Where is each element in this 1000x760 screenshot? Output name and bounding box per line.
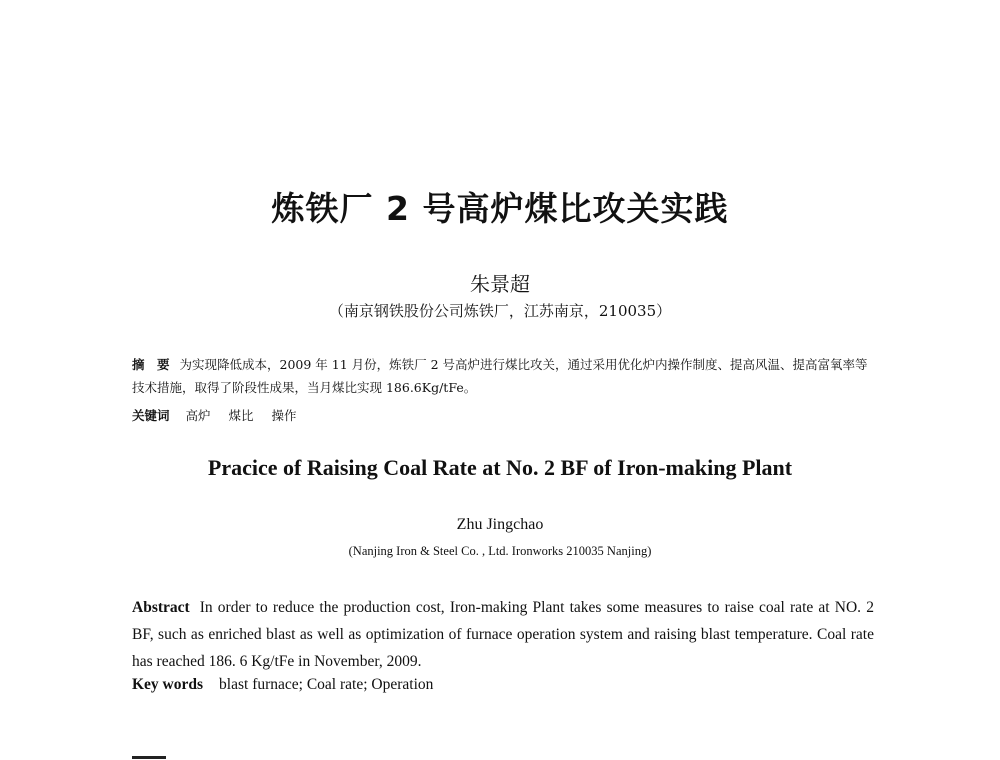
chinese-author: 朱景超 [470, 272, 530, 296]
english-keywords-text: blast furnace; Coal rate; Operation [219, 676, 434, 693]
chinese-keyword: 煤比 [228, 408, 254, 423]
chinese-keyword: 操作 [271, 408, 297, 423]
chinese-affiliation: （南京钢铁股份公司炼铁厂，江苏南京，210035） [328, 302, 672, 320]
english-abstract [132, 594, 874, 675]
chinese-abstract-label: 摘 要 [132, 357, 170, 372]
chinese-keywords-label: 关键词 [132, 408, 170, 423]
english-title: Pracice of Raising Coal Rate at No. 2 BF of Iron-making Plant [207, 455, 793, 480]
english-keywords [132, 676, 874, 694]
english-affiliation: (Nanjing Iron & Steel Co. , Ltd. Ironworks 210035 Nanjing) [348, 544, 652, 558]
chinese-keywords [132, 406, 872, 424]
chinese-abstract-text: 为实现降低成本，2009 年 11 月份，炼铁厂 2 号高炉进行煤比攻关，通过采用优化炉内操作制度、提高风温、提高富氧率等技术措施，取得了阶段性成果，当月煤比实现 186.6Kg/tFe。 [132, 357, 868, 395]
chinese-title: 炼铁厂 2 号高炉煤比攻关实践 [271, 189, 729, 228]
english-abstract-label: Abstract [132, 599, 190, 616]
chinese-abstract [132, 353, 872, 399]
english-keywords-label: Key words [132, 676, 204, 693]
english-author: Zhu Jingchao [456, 516, 544, 533]
cut-off-heading-fragment [132, 751, 172, 760]
chinese-keyword: 高炉 [185, 408, 211, 423]
english-abstract-text: In order to reduce the production cost, Iron-making Plant takes some measures to raise coal rate at NO. 2 BF, such as enriched blast as well as optimization of furnace operation system and raising blast temperature. Coal rate has reached 186. 6 Kg/tFe in November, 2009. [132, 599, 874, 670]
